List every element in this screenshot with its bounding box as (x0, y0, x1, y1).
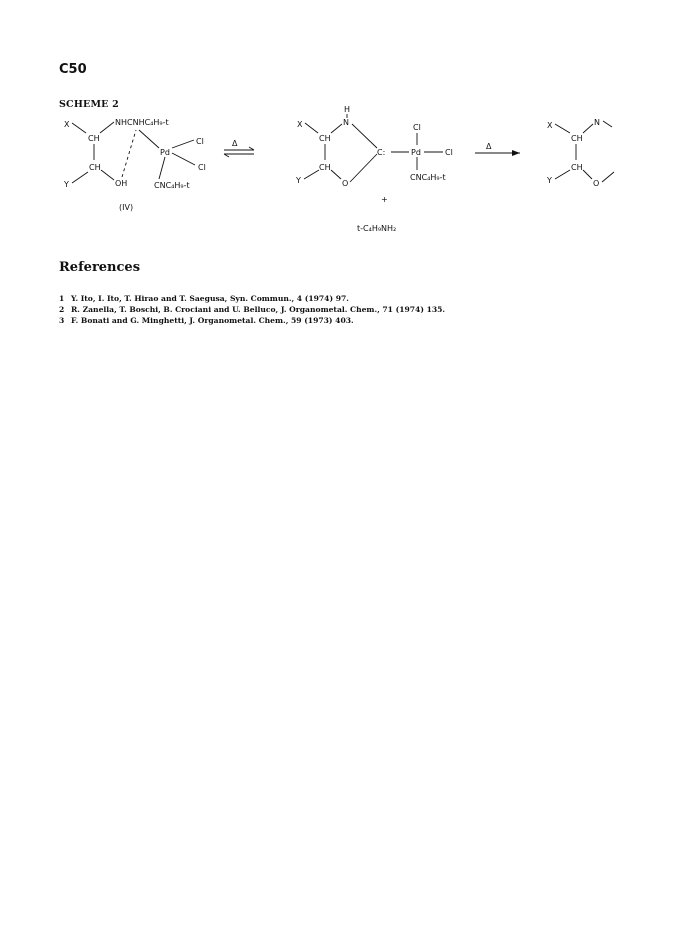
bond (352, 124, 377, 148)
structure-product (546, 118, 614, 188)
bond (101, 170, 114, 180)
bond (555, 170, 570, 179)
right-n: N (594, 118, 600, 127)
bond (172, 153, 195, 165)
references-heading: References (59, 260, 141, 275)
bond (350, 154, 377, 182)
mid-o: O (342, 179, 349, 188)
right-ch-bottom: CH (571, 163, 583, 172)
reference-item (59, 315, 659, 326)
dashed-bond (122, 130, 136, 177)
mid-x: X (297, 120, 303, 129)
bond (583, 170, 592, 179)
bond (304, 170, 319, 179)
left-cl-top: Cl (196, 137, 204, 146)
mid-cl-right: Cl (445, 148, 453, 157)
reference-text: F. Bonati and G. Minghetti, J. Organometal. Chem., 59 (1973) 403. (71, 316, 354, 325)
page-number: C50 (59, 62, 87, 77)
bond (331, 170, 341, 179)
reference-item (59, 293, 659, 304)
left-x: X (64, 120, 70, 129)
bond (72, 123, 86, 133)
equilibrium-arrow (224, 139, 254, 157)
left-ch-top: CH (88, 134, 100, 143)
reference-number: 2 (59, 305, 65, 314)
reaction-scheme (0, 100, 696, 240)
scheme-label: SCHEME 2 (59, 99, 119, 110)
references-list (59, 293, 659, 326)
mid-pd: Pd (411, 148, 421, 157)
right-y: Y (547, 176, 552, 185)
reference-text: R. Zanella, T. Boschi, B. Crociani and U. Belluco, J. Organometal. Chem., 71 (1974) 135. (71, 305, 446, 314)
bond (172, 140, 194, 148)
left-y: Y (64, 180, 69, 189)
reaction-arrow (475, 142, 520, 156)
mid-isocyanide: CNC₄H₉-t (410, 173, 446, 182)
reference-number: 1 (59, 294, 65, 303)
bond (603, 121, 612, 127)
left-oh: OH (115, 179, 128, 188)
bond (159, 157, 165, 179)
bond (72, 172, 88, 183)
reaction-scheme-drawing (0, 100, 696, 240)
mid-carbene: C: (377, 148, 386, 157)
mid-amine: t-C₄H₉NH₂ (357, 224, 397, 233)
mid-n: N (343, 118, 349, 127)
bond (602, 172, 614, 182)
bond (583, 124, 593, 133)
arrow2-delta: Δ (486, 142, 492, 151)
right-o: O (593, 179, 600, 188)
mid-y: Y (296, 176, 301, 185)
bond (100, 122, 114, 133)
mid-h: H (344, 105, 351, 114)
compound-number: (IV) (119, 203, 134, 212)
left-isocyanide: CNC₄H₉-t (154, 181, 190, 190)
left-ch-bottom: CH (89, 163, 101, 172)
mid-cl-top: Cl (413, 123, 421, 132)
bond (331, 124, 342, 133)
bond (139, 130, 159, 148)
right-ch-top: CH (571, 134, 583, 143)
structure-iv (63, 118, 206, 212)
arrow1-delta: Δ (232, 139, 238, 148)
mid-plus: + (381, 195, 388, 204)
left-amine: NHCNHC₄H₉-t (115, 118, 169, 127)
structure-carbene (295, 105, 453, 233)
mid-ch-top: CH (319, 134, 331, 143)
reference-item (59, 304, 659, 315)
left-pd: Pd (160, 148, 170, 157)
bond (555, 124, 570, 133)
mid-ch-bottom: CH (319, 163, 331, 172)
left-cl-bottom: Cl (198, 163, 206, 172)
arrow-head (512, 150, 520, 156)
reference-number: 3 (59, 316, 65, 325)
bond (305, 123, 318, 133)
right-x: X (547, 121, 553, 130)
reference-text: Y. Ito, I. Ito, T. Hirao and T. Saegusa, Syn. Commun., 4 (1974) 97. (71, 294, 349, 303)
